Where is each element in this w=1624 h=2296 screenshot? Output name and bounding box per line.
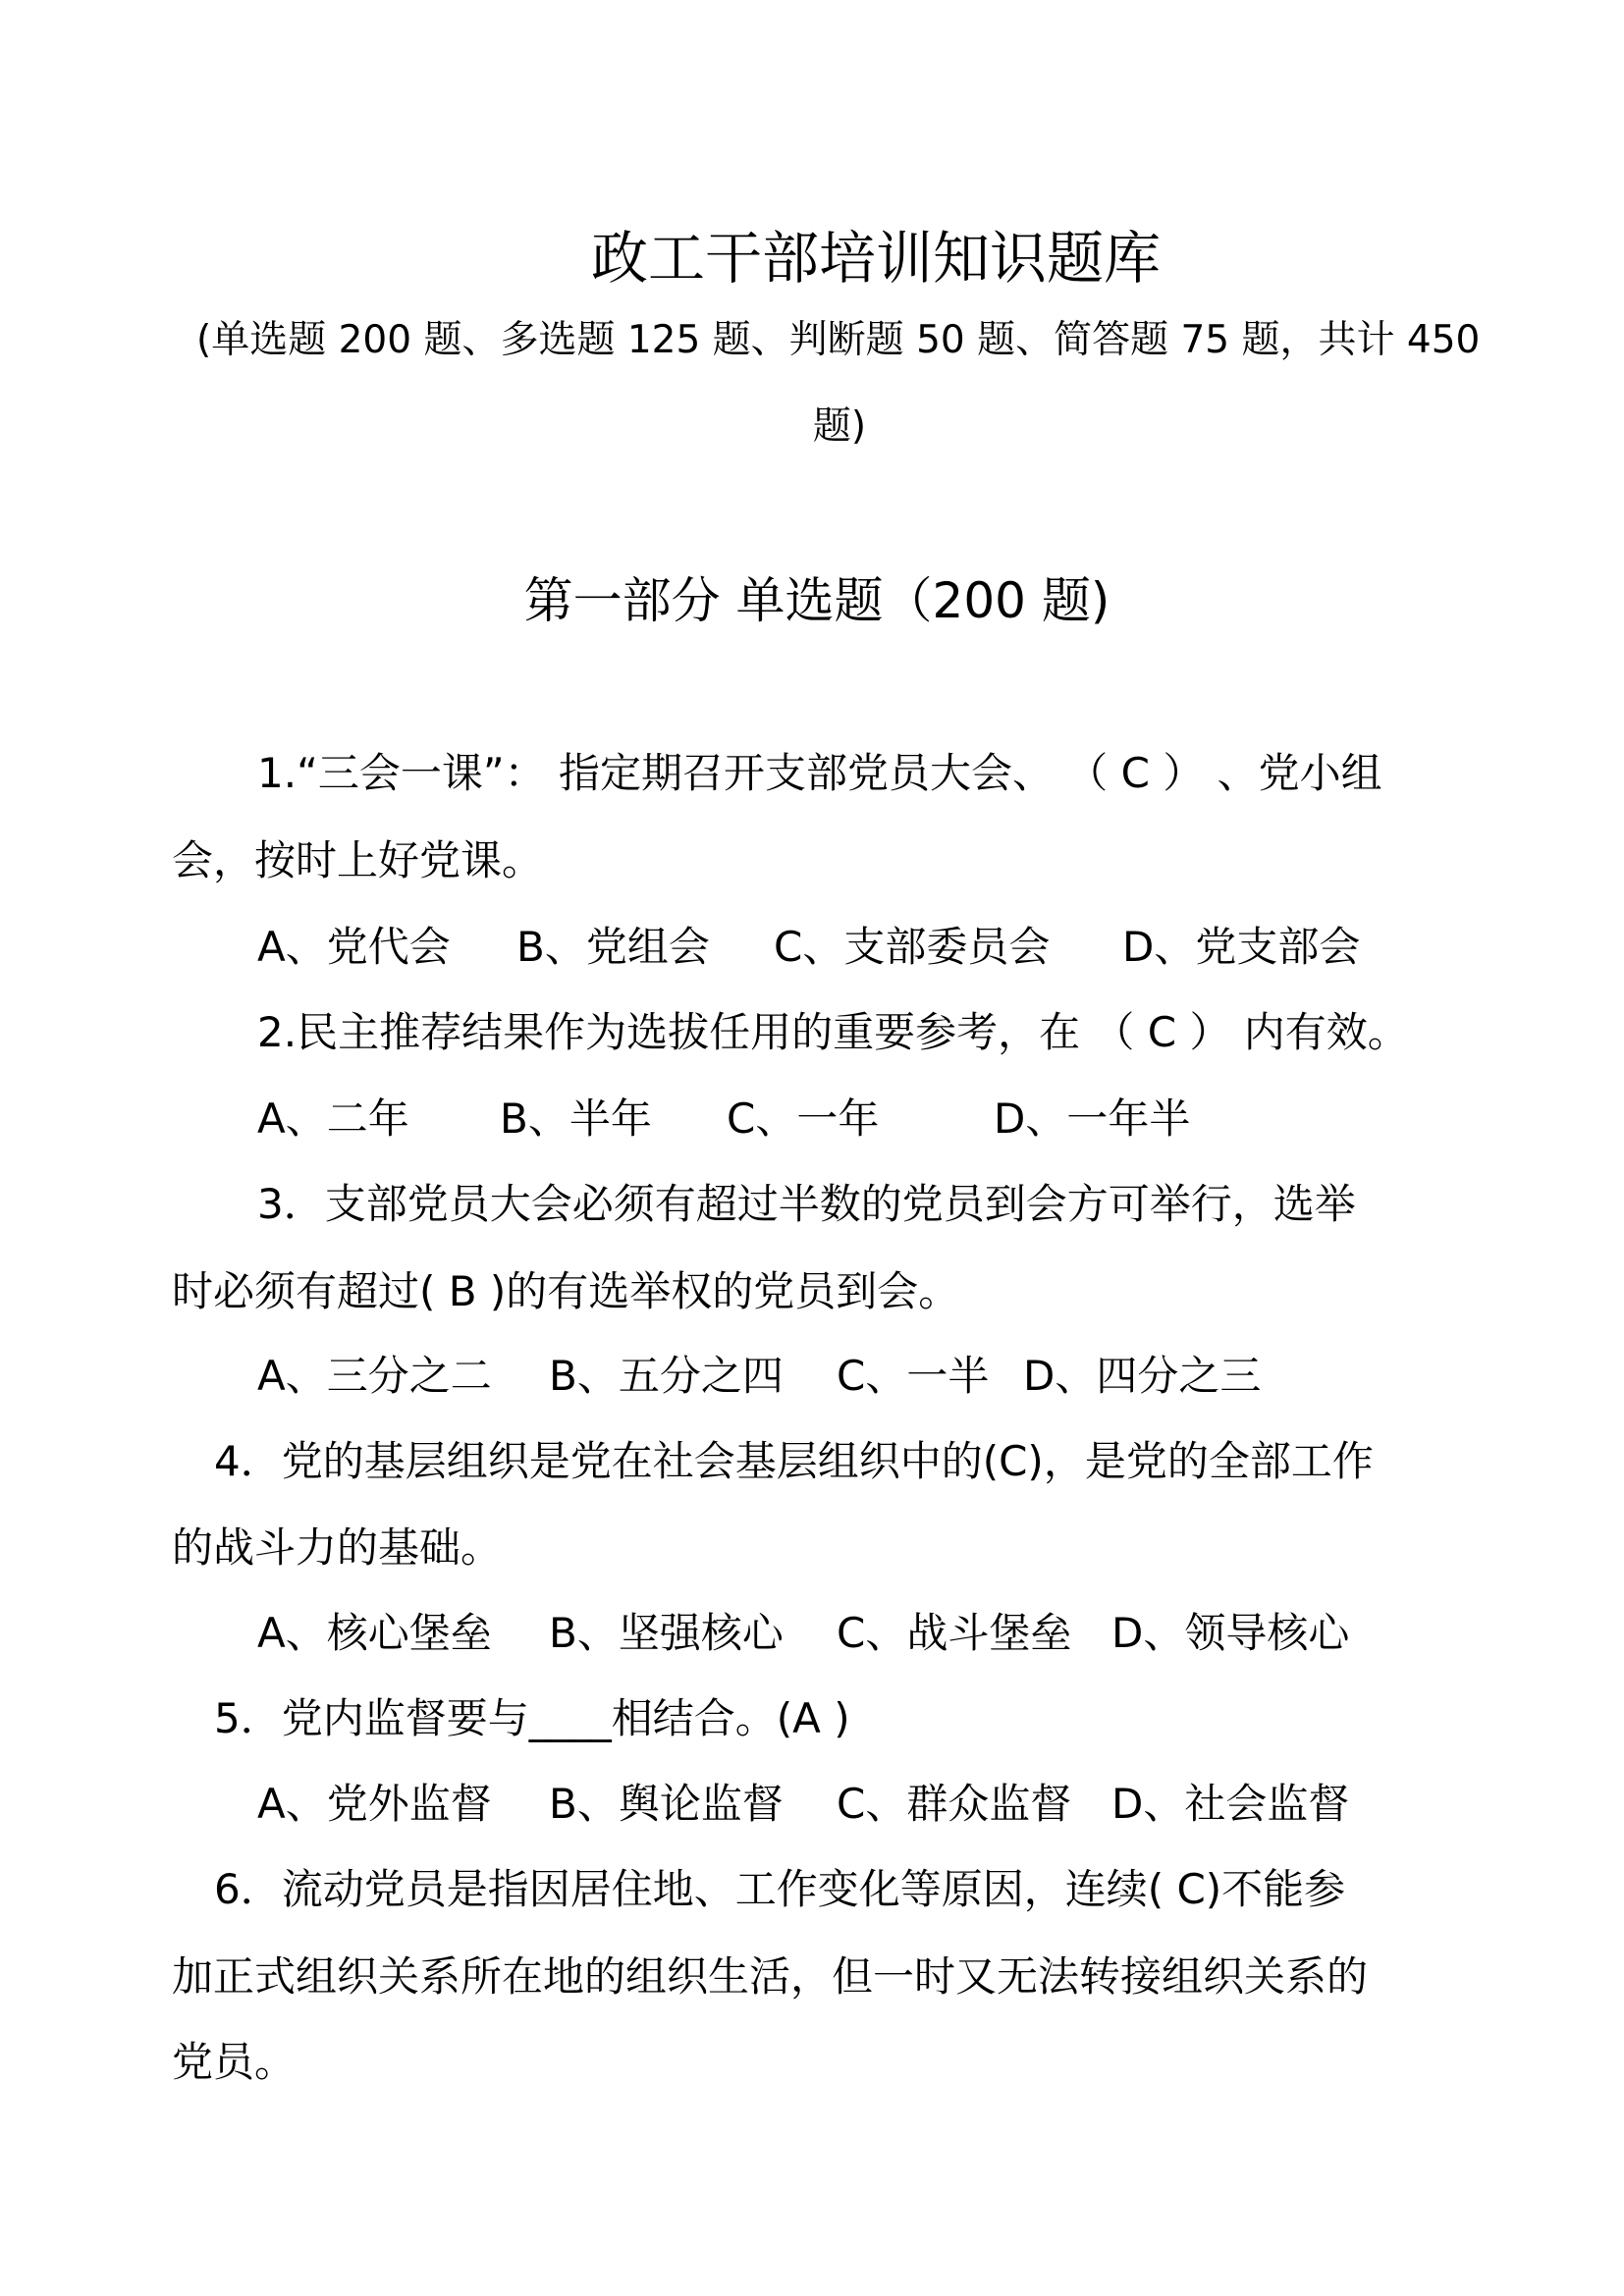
question-1-text-line-2: 会，按时上好党课。 xyxy=(172,836,544,884)
option-d: D、一年半 xyxy=(994,1095,1191,1143)
option-c: C、战斗堡垒 xyxy=(837,1609,1072,1657)
option-d: D、党支部会 xyxy=(1122,923,1361,971)
option-c: C、支部委员会 xyxy=(774,923,1051,971)
question-2-text-line-1: 2.民主推荐结果作为选拔任用的重要参考，在 （ C ） 内有效。 xyxy=(257,1008,1409,1056)
option-a: A、党代会 xyxy=(257,923,451,971)
option-b: B、舆论监督 xyxy=(549,1780,784,1828)
page-title: 政工干部培训知识题库 xyxy=(590,225,1161,292)
option-d: D、领导核心 xyxy=(1111,1609,1350,1657)
section-heading: 第一部分 单选题（200 题) xyxy=(523,572,1110,629)
question-6-text-line-2: 加正式组织关系所在地的组织生活，但一时又无法转接组织关系的 xyxy=(172,1952,1369,2001)
question-3-text-line-1: 3．支部党员大会必须有超过半数的党员到会方可举行，选举 xyxy=(257,1180,1356,1228)
option-b: B、五分之四 xyxy=(549,1352,784,1400)
option-b: B、党组会 xyxy=(516,923,710,971)
option-a: A、党外监督 xyxy=(257,1780,492,1828)
option-c: C、群众监督 xyxy=(837,1780,1072,1828)
option-d: D、四分之三 xyxy=(1023,1352,1262,1400)
question-1-text-line-1: 1.“三会一课”： 指定期召开支部党员大会、 （ C ） 、党小组 xyxy=(257,749,1382,797)
option-a: A、二年 xyxy=(257,1095,409,1143)
option-a: A、核心堡垒 xyxy=(257,1609,492,1657)
question-6-text-line-1: 6．流动党员是指因居住地、工作变化等原因，连续( C)不能参 xyxy=(214,1865,1346,1913)
option-d: D、社会监督 xyxy=(1111,1780,1350,1828)
question-3-text-line-2: 时必须有超过( B )的有选举权的党员到会。 xyxy=(172,1267,960,1315)
option-b: B、坚强核心 xyxy=(549,1609,784,1657)
subtitle-line-1: (单选题 200 题、多选题 125 题、判断题 50 题、简答题 75 题，共计 450 xyxy=(196,318,1481,362)
question-4-text-line-2: 的战斗力的基础。 xyxy=(172,1523,503,1572)
question-4-text-line-1: 4．党的基层组织是党在社会基层组织中的(C)，是党的全部工作 xyxy=(214,1437,1374,1485)
option-b: B、半年 xyxy=(500,1095,652,1143)
option-a: A、三分之二 xyxy=(257,1352,492,1400)
question-5-text-line-1: 5．党内监督要与____相结合。(A ) xyxy=(214,1694,850,1742)
subtitle-line-2: 题) xyxy=(812,404,867,449)
option-c: C、一半 xyxy=(837,1352,990,1400)
question-6-text-line-3: 党员。 xyxy=(172,2038,297,2086)
option-c: C、一年 xyxy=(727,1095,880,1143)
